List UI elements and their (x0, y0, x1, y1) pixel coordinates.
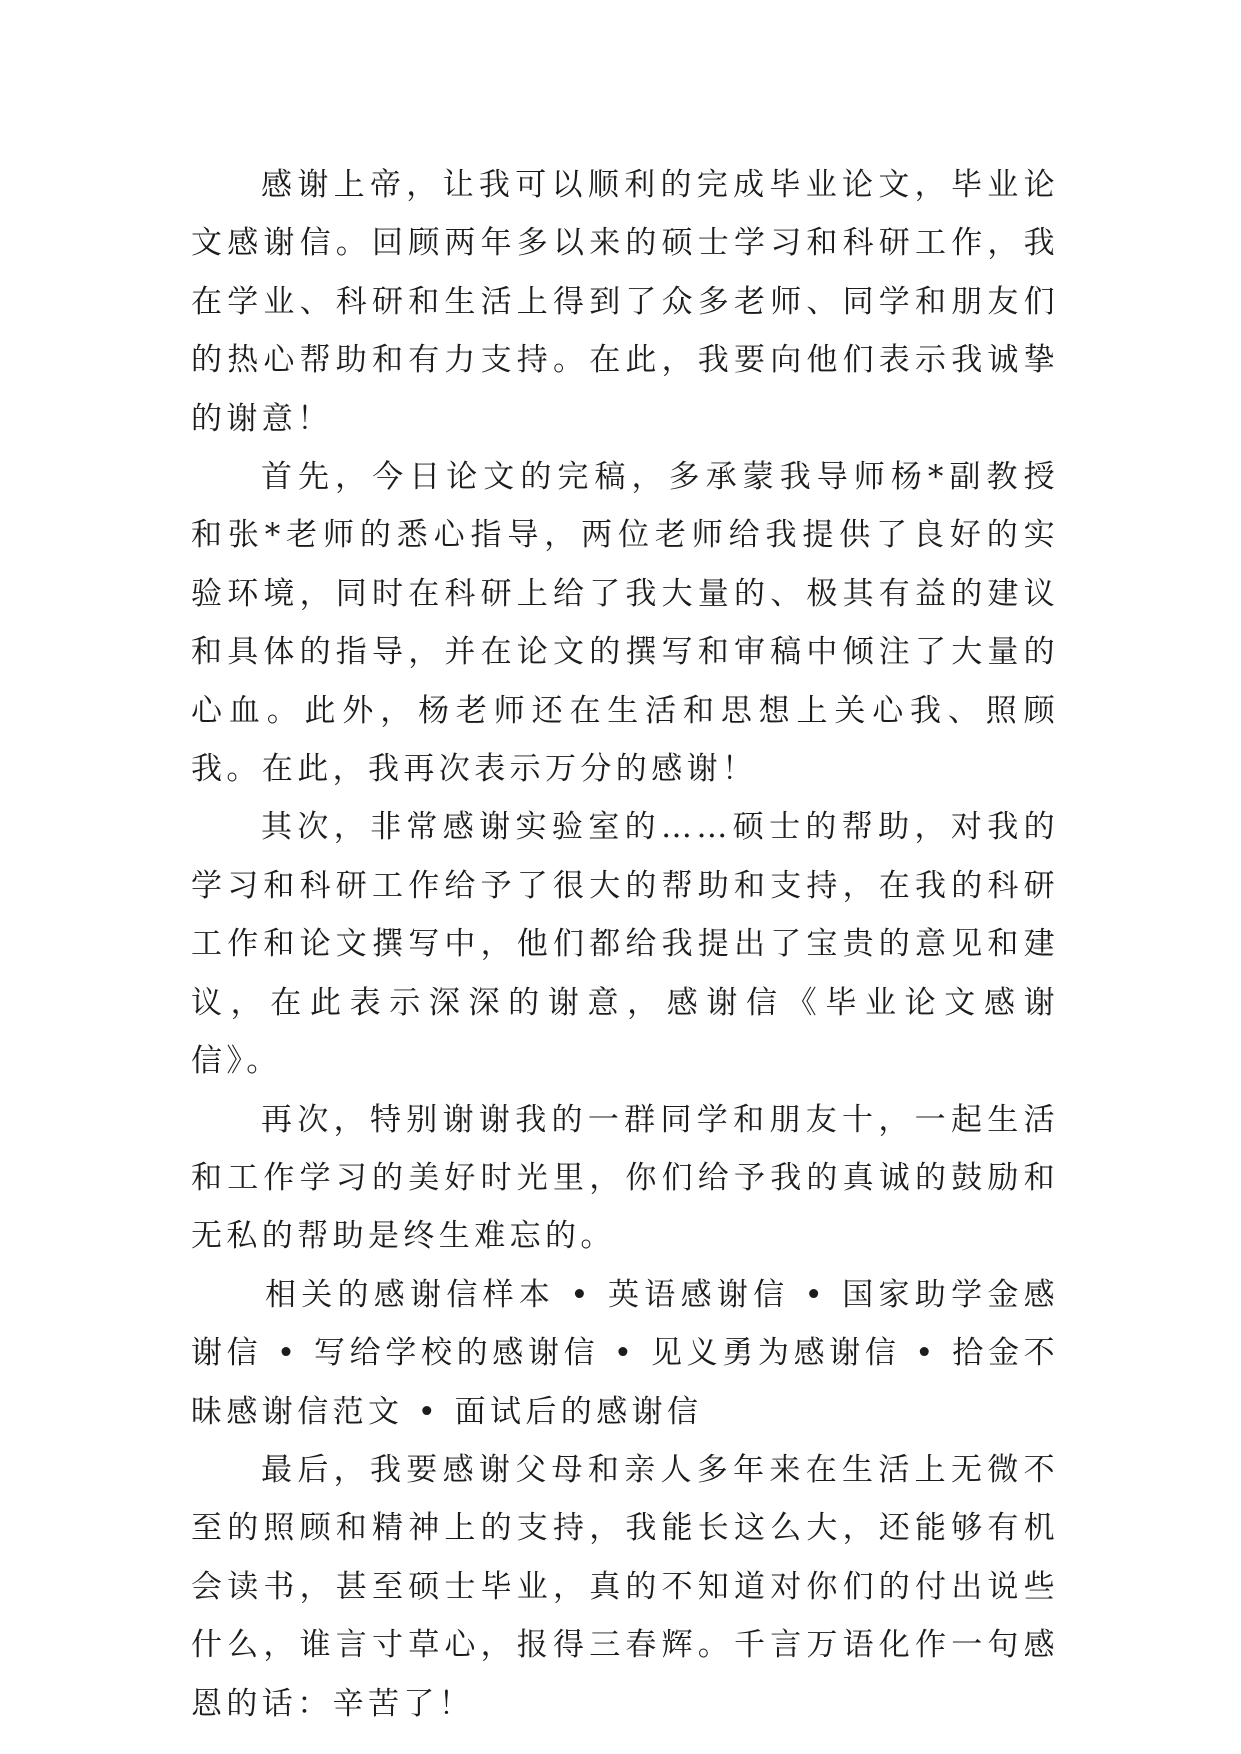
letter-body (191, 156, 1059, 1733)
related-samples-list: 相关的感谢信样本 • 英语感谢信 • 国家助学金感谢信 • 写给学校的感谢信 • 见义勇为感谢信 • 拾金不昧感谢信范文 • 面试后的感谢信 (191, 1276, 1059, 1430)
paragraph-opening: 感谢上帝，让我可以顺利的完成毕业论文，毕业论文感谢信。回顾两年多以来的硕士学习和科研工作，我在学业、科研和生活上得到了众多老师、同学和朋友们的热心帮助和有力支持。在此，我要向他们表示我诚挚的谢意！ (191, 167, 1059, 437)
paragraph-classmates-thanks: 再次，特别谢谢我的一群同学和朋友十，一起生活和工作学习的美好时光里，你们给予我的真诚的鼓励和无私的帮助是终生难忘的。 (191, 1101, 1059, 1255)
paragraph-lab-thanks: 其次，非常感谢实验室的……硕士的帮助，对我的学习和科研工作给予了很大的帮助和支持，在我的科研工作和论文撰写中，他们都给我提出了宝贵的意见和建议，在此表示深深的谢意，感谢信《毕业论文感谢信》。 (191, 809, 1059, 1080)
paragraph-family-thanks: 最后，我要感谢父母和亲人多年来在生活上无微不至的照顾和精神上的支持，我能长这么大，还能够有机会读书，甚至硕士毕业，真的不知道对你们的付出说些什么，谁言寸草心，报得三春辉。千言万语化作一句感恩的话：辛苦了！ (191, 1451, 1059, 1722)
paragraph-advisor-thanks: 首先，今日论文的完稿，多承蒙我导师杨*副教授和张*老师的悉心指导，两位老师给我提供了良好的实验环境，同时在科研上给了我大量的、极其有益的建议和具体的指导，并在论文的撰写和审稿中倾注了大量的心血。此外，杨老师还在生活和思想上关心我、照顾我。在此，我再次表示万分的感谢！ (191, 459, 1059, 788)
